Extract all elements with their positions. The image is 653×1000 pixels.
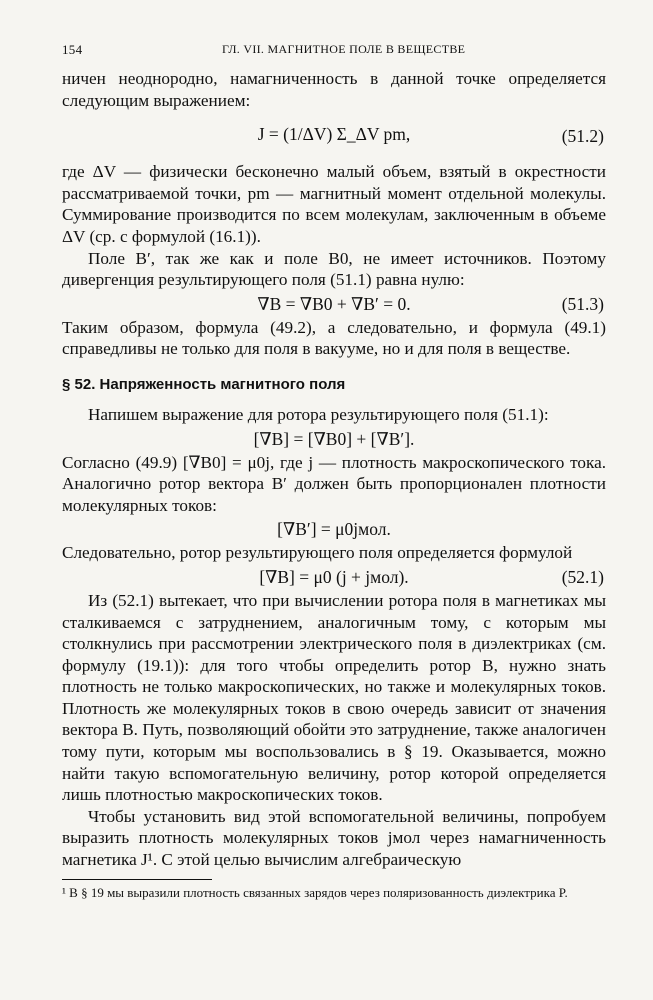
section-heading: § 52. Напряженность магнитного поля: [62, 375, 346, 393]
equation-rotor-total: [62, 426, 606, 452]
footnote: ¹ В § 19 мы выразили плотность связанных зарядов через поляризованность диэлектрика P.: [62, 884, 568, 900]
equation-52-1-formula: [∇B] = μ0 (j + jмол).: [259, 566, 409, 587]
footnote-divider: [62, 879, 212, 880]
paragraph-1: ничен неоднородно, намагниченность в данной точке определяется следующим выражением:: [62, 69, 606, 110]
paragraph-2: где ΔV — физически бесконечно малый объем, взятый в окрестности рассматриваемой точки, pm — магнитный момент отдельной молекулы. Суммирование производится по всем молекулам, заключенным в объеме ΔV (ср. с формулой (16.1)).: [62, 162, 606, 246]
paragraph-7: Следовательно, ротор результирующего поля определяется формулой: [62, 543, 573, 563]
running-header: [62, 38, 606, 60]
paragraph-5: Напишем выражение для ротора результирующего поля (51.1):: [88, 404, 549, 424]
paragraph-3: Поле B′, так же как и поле B0, не имеет источников. Поэтому дивергенция результирующего поля (51.1) равна нулю:: [62, 248, 606, 290]
paragraph-6: Согласно (49.9) [∇B0] = μ0j, где j — плотность макроскопического тока. Аналогично ротор вектора B′ должен быть пропорционален плотности молекулярных токов:: [62, 452, 606, 515]
equation-51-3-number: (51.3): [561, 293, 604, 314]
equation-51-2-formula: J = (1/ΔV) Σ_ΔV pm,: [257, 124, 411, 145]
equation-51-2-number: (51.2): [561, 126, 604, 147]
equation-rotor-molecular-formula: [∇B′] = μ0jмол.: [277, 519, 391, 540]
equation-51-3-formula: ∇B = ∇B0 + ∇B′ = 0.: [257, 293, 411, 314]
paragraph-8: Из (52.1) вытекает, что при вычислении ротора поля в магнетиках мы сталкиваемся с затруднением, аналогичным тому, с которым мы столкнулись при рассмотрении электрического поля в диэлектриках (см. формулу (19.1)): для того чтобы определить ротор B, нужно знать плотность не только макроскопических, но также и молекулярных токов. Плотность же молекулярных токов в свою очередь зависит от значения вектора B. Путь, позволяющий обойти это затруднение, также аналогичен тому пути, которым мы воспользовались в § 19. Оказывается, можно найти такую вспомогательную величину, ротор которой определяется лишь плотностью макроскопических токов.: [62, 590, 606, 805]
equation-rotor-total-formula: [∇B] = [∇B0] + [∇B′].: [253, 428, 415, 449]
equation-51-3: [62, 291, 606, 317]
equation-51-2: [62, 111, 606, 161]
equation-52-1-number: (52.1): [561, 566, 604, 587]
paragraph-4: Таким образом, формула (49.2), а следовательно, и формула (49.1) справедливы не только для поля в вакууме, но и для поля в веществе.: [62, 317, 606, 359]
book-page: [62, 38, 606, 901]
page-number: 154: [62, 42, 83, 57]
running-title: ГЛ. VII. МАГНИТНОЕ ПОЛЕ В ВЕЩЕСТВЕ: [222, 42, 466, 56]
equation-rotor-molecular: [62, 516, 606, 542]
equation-52-1: [62, 564, 606, 590]
paragraph-9: Чтобы установить вид этой вспомогательной величины, попробуем выразить плотность молекулярных токов jмол через намагниченность магнетика J¹. С этой целью вычислим алгебраическую: [62, 806, 606, 870]
